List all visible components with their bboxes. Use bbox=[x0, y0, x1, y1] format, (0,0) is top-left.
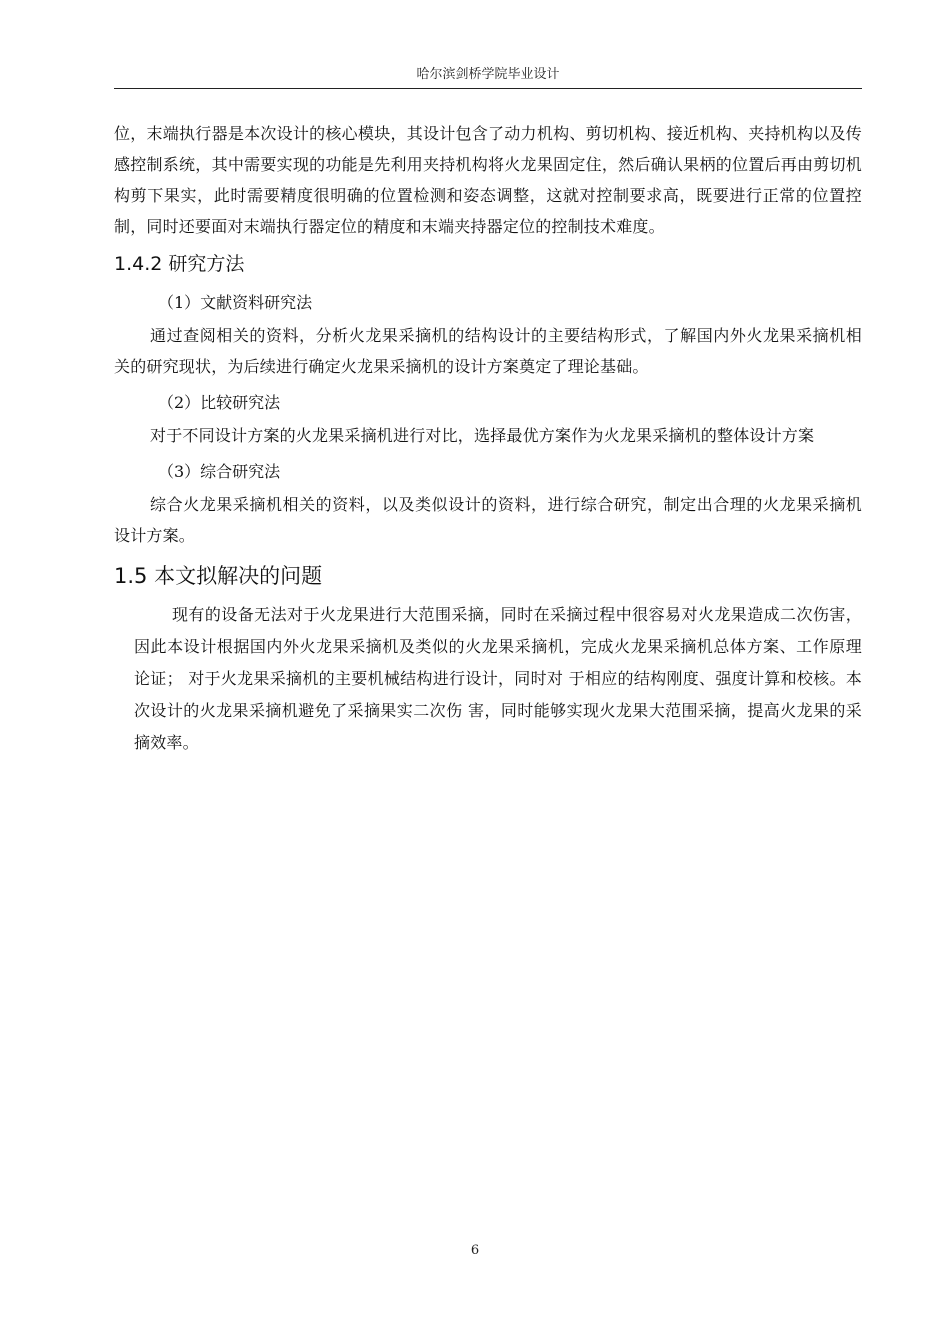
method-3-label: （3）综合研究法 bbox=[158, 462, 281, 481]
method-1-label: （1）文献资料研究法 bbox=[158, 293, 313, 312]
section-1-5-heading: 1.5 本文拟解决的问题 bbox=[114, 564, 323, 588]
intro-paragraph: 位，末端执行器是本次设计的核心模块，其设计包含了动力机构、剪切机构、接近机构、夹持机构以及传感控制系统，其中需要实现的功能是先利用夹持机构将火龙果固定住，然后确认果柄的位置后再由剪切机构剪下果实，此时需要精度很明确的位置检测和姿态调整，这就对控制要求高，既要进行正常的位置控制，同时还要面对末端执行器定位的精度和末端夹持器定位的控制技术难度。 bbox=[114, 124, 862, 236]
section-1-5-paragraph: 现有的设备无法对于火龙果进行大范围采摘，同时在采摘过程中很容易对火龙果造成二次伤害，因此本设计根据国内外火龙果采摘机及类似的火龙果采摘机，完成火龙果采摘机总体方案、工作原理论证； 对于火龙果采摘机的主要机械结构进行设计，同时对 于相应的结构刚度、强度计算和校核。本次设计的火龙果采摘机避免了采摘果实二次伤 害，同时能够实现火龙果大范围采摘，提高火龙果的采摘效率。 bbox=[134, 605, 862, 752]
method-2-text: 对于不同设计方案的火龙果采摘机进行对比，选择最优方案作为火龙果采摘机的整体设计方案 bbox=[150, 426, 815, 445]
document-body bbox=[114, 118, 862, 759]
section-1-5-block bbox=[114, 599, 862, 759]
page-header bbox=[114, 62, 862, 89]
method-2-label: （2）比较研究法 bbox=[158, 393, 281, 412]
header-title: 哈尔滨剑桥学院毕业设计 bbox=[416, 67, 560, 82]
method-3-text: 综合火龙果采摘机相关的资料，以及类似设计的资料，进行综合研究，制定出合理的火龙果采摘机设计方案。 bbox=[114, 495, 862, 545]
page-number: 6 bbox=[470, 1243, 480, 1258]
section-1-4-2-heading: 1.4.2 研究方法 bbox=[114, 253, 245, 275]
method-1-text: 通过查阅相关的资料，分析火龙果采摘机的结构设计的主要结构形式，了解国内外火龙果采摘机相关的研究现状，为后续进行确定火龙果采摘机的设计方案奠定了理论基础。 bbox=[114, 326, 862, 376]
